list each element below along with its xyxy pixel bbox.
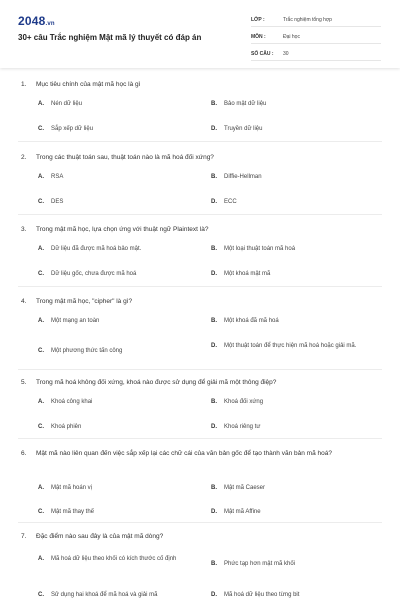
option-d[interactable] <box>211 269 381 279</box>
option-text: Khoá đối xứng <box>224 399 264 405</box>
option-letter: C. <box>38 592 44 598</box>
option-b[interactable] <box>211 244 381 254</box>
option-text: Khoá phiên <box>51 424 82 430</box>
option-text: Mật mã Affine <box>224 509 261 515</box>
option-text: Một thuật toán để thực hiện mã hoá hoặc giải mã. <box>224 343 357 349</box>
option-text: Dữ liệu gốc, chưa được mã hoá <box>51 271 137 277</box>
option-letter: A. <box>38 485 44 491</box>
option-text: Khoá riêng tư <box>224 424 261 430</box>
question-text: Đặc điểm nào sau đây là của mật mã dòng? <box>36 533 164 540</box>
option-letter: A. <box>38 101 44 107</box>
option-letter: C. <box>38 424 44 430</box>
question-text: Mục tiêu chính của mật mã học là gì <box>36 81 141 88</box>
option-letter: D. <box>211 271 217 277</box>
option-text: Mã hoá dữ liệu theo khối có kích thước cố định <box>51 556 177 562</box>
option-a[interactable] <box>38 172 198 182</box>
divider <box>18 141 382 142</box>
meta-label: LỚP : <box>251 16 265 23</box>
question-text: Trong mật mã học, lựa chọn ứng với thuật ngữ Plaintext là? <box>36 226 209 233</box>
question-text: Trong mật mã học, "cipher" là gì? <box>36 298 133 305</box>
divider <box>18 214 382 215</box>
option-text: Phức tạp hơn mật mã khối <box>224 561 295 567</box>
option-c[interactable] <box>38 346 198 356</box>
option-c[interactable] <box>38 422 198 432</box>
option-letter: C. <box>38 509 44 515</box>
option-a[interactable] <box>38 483 198 493</box>
meta-value: Trắc nghiệm tổng hợp <box>283 16 332 23</box>
option-a[interactable] <box>38 244 198 254</box>
question-7 <box>18 532 382 598</box>
option-letter: B. <box>211 399 217 405</box>
option-letter: C. <box>38 199 44 205</box>
meta-row-subject <box>251 30 381 44</box>
site-logo[interactable] <box>18 14 55 28</box>
option-b[interactable] <box>211 483 381 493</box>
meta-label: MÔN : <box>251 33 266 40</box>
divider <box>18 369 382 370</box>
question-number: 2. <box>21 154 27 161</box>
option-text: Bảo mật dữ liệu <box>224 101 267 107</box>
option-letter: B. <box>211 561 217 567</box>
option-b[interactable] <box>211 99 381 109</box>
option-text: Một khoá đã mã hoá <box>224 318 279 324</box>
option-d[interactable] <box>211 590 381 600</box>
question-1 <box>18 80 382 132</box>
option-b[interactable] <box>211 397 381 407</box>
question-text: Trong các thuật toán sau, thuật toán nào là mã hoá đối xứng? <box>36 154 214 161</box>
option-text: Mật mã thay thế <box>51 509 95 515</box>
question-number: 4. <box>21 298 27 305</box>
option-text: Một loại thuật toán mã hoá <box>224 246 296 252</box>
divider <box>18 438 382 439</box>
option-letter: B. <box>211 101 217 107</box>
option-c[interactable] <box>38 269 198 279</box>
divider <box>18 522 382 523</box>
option-letter: D. <box>211 592 217 598</box>
option-letter: C. <box>38 348 44 354</box>
logo-text: 2048 <box>18 14 46 28</box>
page-header <box>0 0 400 68</box>
meta-row-class <box>251 13 381 27</box>
option-letter: B. <box>211 318 217 324</box>
question-number: 7. <box>21 533 27 540</box>
option-text: Một phương thức tấn công <box>51 348 123 354</box>
meta-value: Đại học <box>283 33 300 40</box>
question-number: 6. <box>21 450 27 457</box>
question-number: 3. <box>21 226 27 233</box>
option-text: Nén dữ liệu <box>51 101 83 107</box>
option-a[interactable] <box>38 99 198 109</box>
option-text: ECC <box>224 199 237 205</box>
option-letter: D. <box>211 126 217 132</box>
option-c[interactable] <box>38 590 208 600</box>
option-d[interactable] <box>211 197 381 207</box>
option-letter: D. <box>211 509 217 515</box>
option-letter: D. <box>211 343 217 349</box>
option-text: Mật mã hoán vị <box>51 485 93 491</box>
option-text: Một mạng an toàn <box>51 318 100 324</box>
option-letter: D. <box>211 424 217 430</box>
option-letter: C. <box>38 126 44 132</box>
option-text: Mật mã Caeser <box>224 485 266 491</box>
option-text: Sắp xếp dữ liệu <box>51 126 94 132</box>
document-title: 30+ câu Trắc nghiệm Mật mã lý thuyết có đáp án <box>18 33 202 42</box>
option-text: Dữ liệu đã được mã hoá bảo mật. <box>51 246 142 252</box>
option-text: RSA <box>51 174 64 180</box>
option-letter: B. <box>211 174 217 180</box>
option-letter: A. <box>38 318 44 324</box>
option-letter: D. <box>211 199 217 205</box>
option-text: Khoá công khai <box>51 399 93 405</box>
meta-row-count <box>251 47 381 61</box>
option-text: Truyền dữ liệu <box>224 126 263 132</box>
option-letter: A. <box>38 246 44 252</box>
option-text: Mã hoá dữ liệu theo từng bit <box>224 592 300 598</box>
question-6 <box>18 449 382 515</box>
option-a[interactable] <box>38 397 198 407</box>
option-a[interactable] <box>38 316 198 326</box>
question-4 <box>18 297 382 354</box>
option-d[interactable] <box>211 341 381 351</box>
question-5 <box>18 378 382 430</box>
option-a[interactable] <box>38 554 188 564</box>
option-b[interactable] <box>211 316 381 326</box>
question-number: 1. <box>21 81 27 88</box>
option-text: Diffie-Hellman <box>224 174 262 180</box>
meta-value: 30 <box>283 50 289 57</box>
option-letter: B. <box>211 485 217 491</box>
option-d[interactable] <box>211 124 381 134</box>
divider <box>18 286 382 287</box>
option-letter: A. <box>38 174 44 180</box>
option-b[interactable] <box>211 172 381 182</box>
question-text: Trong mã hoá không đối xứng, khoá nào được sử dụng để giải mã một thông điệp? <box>36 379 277 386</box>
question-number: 5. <box>21 379 27 386</box>
question-text: Mật mã nào liên quan đến việc sắp xếp lại các chữ cái của văn bản gốc để tạo thành văn bản mã hoá? <box>36 450 332 457</box>
option-text: DES <box>51 199 64 205</box>
quiz-meta <box>251 13 381 64</box>
option-text: Sử dụng hai khoá để mã hoá và giải mã <box>51 592 158 598</box>
option-b[interactable] <box>211 559 381 569</box>
option-text: Một khoá mật mã <box>224 271 271 277</box>
option-c[interactable] <box>38 197 198 207</box>
option-d[interactable] <box>211 507 381 517</box>
option-letter: A. <box>38 556 44 562</box>
option-c[interactable] <box>38 124 198 134</box>
meta-label: SỐ CÂU : <box>251 50 274 57</box>
option-d[interactable] <box>211 422 381 432</box>
question-2 <box>18 153 382 205</box>
logo-tld: .vn <box>45 21 55 27</box>
question-3 <box>18 225 382 277</box>
option-letter: A. <box>38 399 44 405</box>
option-letter: C. <box>38 271 44 277</box>
option-c[interactable] <box>38 507 198 517</box>
option-letter: B. <box>211 246 217 252</box>
